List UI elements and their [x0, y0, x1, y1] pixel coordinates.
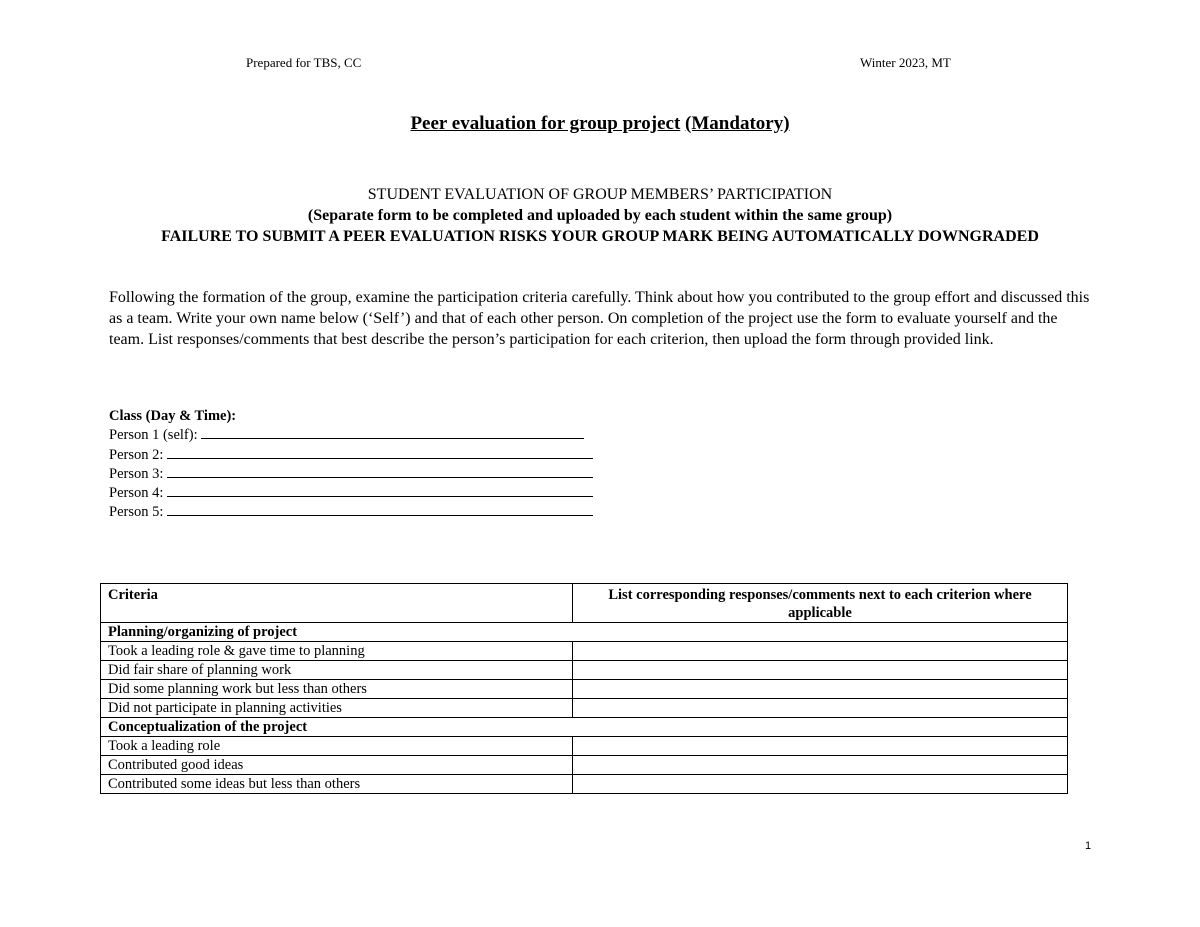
- criterion-cell: Took a leading role & gave time to planning: [101, 642, 573, 661]
- person-field-4[interactable]: [109, 484, 593, 503]
- class-label: Class (Day & Time):: [109, 408, 237, 424]
- response-cell[interactable]: [573, 737, 1068, 756]
- response-cell[interactable]: [573, 661, 1068, 680]
- name-line[interactable]: [167, 484, 593, 497]
- name-line[interactable]: [167, 446, 593, 459]
- response-cell[interactable]: [573, 699, 1068, 718]
- section-title-planning: Planning/organizing of project: [101, 623, 1068, 642]
- section-row: [101, 623, 1068, 642]
- intro-paragraph: Following the formation of the group, examine the participation criteria carefully. Think about how you contributed to the group effort and discussed this as a team. Write your own name below (‘Self’) and that of each other person. On completion of the project use the form to evaluate yourself and the team. List responses/comments that best describe the person’s participation for each criterion, then upload the form through provided link.: [109, 289, 1090, 348]
- name-line[interactable]: [167, 465, 593, 478]
- title-suffix: (Mandatory): [685, 113, 790, 134]
- criterion-cell: Did not participate in planning activities: [101, 699, 573, 718]
- section-row: [101, 718, 1068, 737]
- name-line[interactable]: [167, 503, 593, 516]
- header-term: Winter 2023, MT: [860, 55, 951, 70]
- criterion-cell: Contributed some ideas but less than others: [101, 775, 573, 794]
- person-field-2[interactable]: [109, 446, 593, 465]
- name-line[interactable]: [201, 426, 584, 439]
- criterion-cell: Did some planning work but less than others: [101, 680, 573, 699]
- criterion-cell: Contributed good ideas: [101, 756, 573, 775]
- person-label: Person 1 (self):: [109, 427, 198, 444]
- subheading-warning: FAILURE TO SUBMIT A PEER EVALUATION RISKS YOUR GROUP MARK BEING AUTOMATICALLY DOWNGRADED: [161, 228, 1039, 245]
- header-prepared-for: Prepared for TBS, CC: [246, 55, 362, 70]
- person-label: Person 4:: [109, 485, 164, 502]
- criteria-table: [100, 583, 1068, 794]
- person-field-5[interactable]: [109, 503, 593, 522]
- subheading-block: [100, 184, 1100, 247]
- response-cell[interactable]: [573, 642, 1068, 661]
- response-cell[interactable]: [573, 775, 1068, 794]
- person-label: Person 3:: [109, 465, 164, 482]
- response-cell[interactable]: [573, 680, 1068, 699]
- table-header-row: [101, 584, 1068, 623]
- person-label: Person 5:: [109, 504, 164, 521]
- subheading-line-1: STUDENT EVALUATION OF GROUP MEMBERS’ PARTICIPATION: [367, 186, 833, 203]
- person-field-3[interactable]: [109, 465, 593, 484]
- table-row: [101, 699, 1068, 718]
- criterion-cell: Took a leading role: [101, 737, 573, 756]
- table-row: [101, 661, 1068, 680]
- person-label: Person 2:: [109, 446, 164, 463]
- table-row: [101, 680, 1068, 699]
- table-row: [101, 775, 1068, 794]
- page-number: 1: [1085, 840, 1092, 852]
- participant-fields: [109, 407, 593, 523]
- title-main: Peer evaluation for group project: [410, 113, 681, 134]
- table-row: [101, 642, 1068, 661]
- criterion-cell: Did fair share of planning work: [101, 661, 573, 680]
- person-field-1[interactable]: [109, 426, 593, 445]
- table-row: [101, 756, 1068, 775]
- response-cell[interactable]: [573, 756, 1068, 775]
- subheading-line-2: (Separate form to be completed and uploaded by each student within the same group): [307, 207, 893, 224]
- document-title: [0, 113, 1200, 135]
- table-row: [101, 737, 1068, 756]
- responses-column-header: List corresponding responses/comments next to each criterion where applicable: [573, 584, 1068, 623]
- section-title-conceptualization: Conceptualization of the project: [101, 718, 1068, 737]
- criteria-column-header: Criteria: [101, 584, 573, 623]
